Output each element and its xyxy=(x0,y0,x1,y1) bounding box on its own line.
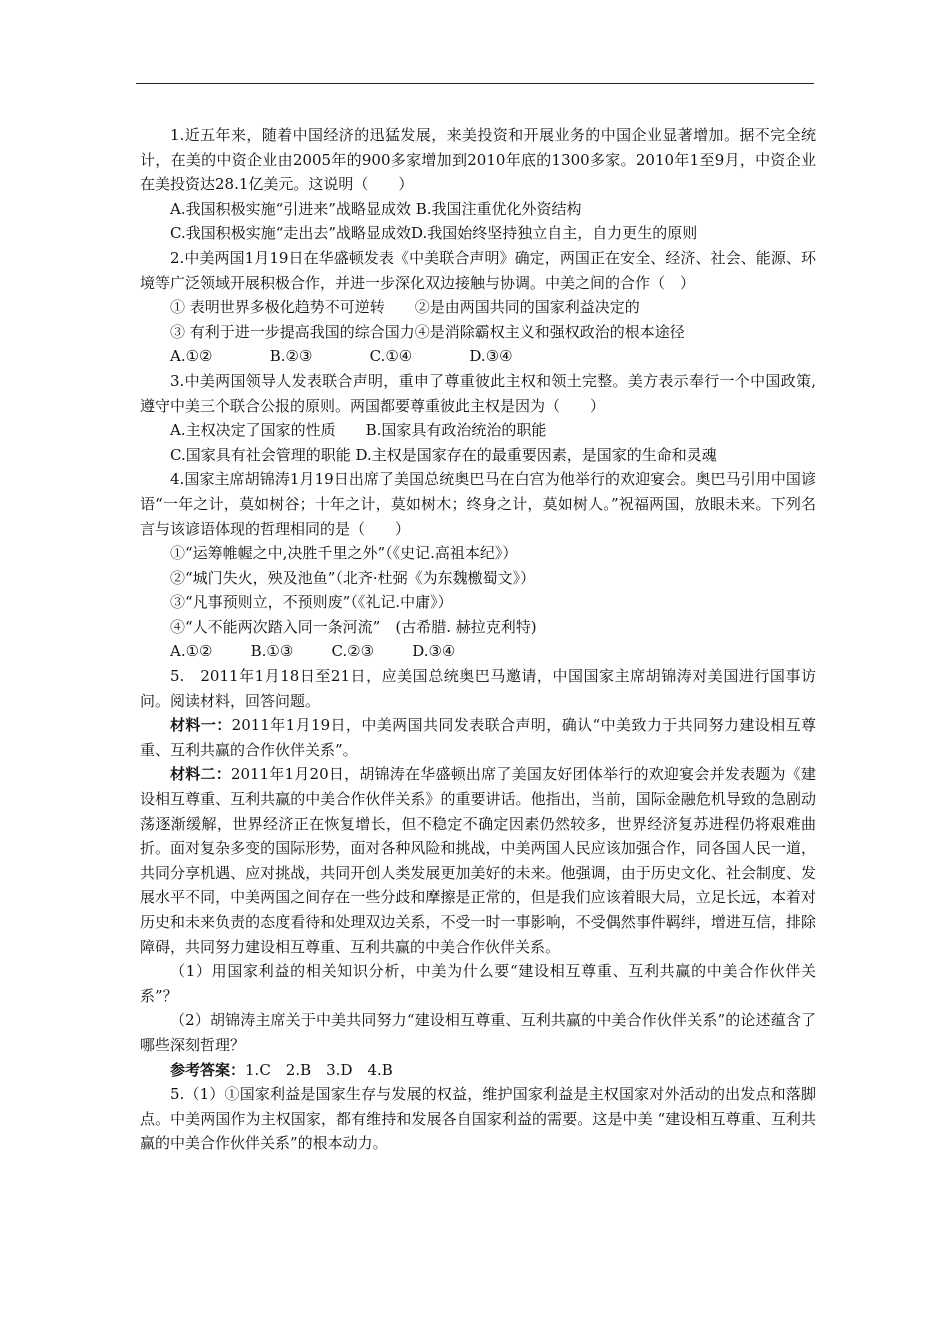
answer-label: 参考答案： xyxy=(170,1060,246,1079)
answer-key xyxy=(140,1058,816,1083)
q3-options-ab: A.主权决定了国家的性质 B.国家具有政治统治的职能 xyxy=(170,421,547,440)
q5-material-1 xyxy=(140,713,816,762)
answer-q5-part1: 5.（1）①国家利益是国家生存与发展的权益，维护国家利益是主权国家对外活动的出发点和落脚点。中美两国作为主权国家，都有维持和发展各自国家利益的需要。这是中美 “建设相互尊重、互利共赢的中美合作伙伴关系”的根本动力。 xyxy=(140,1085,816,1153)
q2-items-34: ③ 有利于进一步提高我国的综合国力④是消除霸权主义和强权政治的根本途径 xyxy=(170,322,685,341)
q5-subquestion-2: （2）胡锦涛主席关于中美共同努力“建设相互尊重、互利共赢的中美合作伙伴关系”的论述蕴含了哪些深刻哲理？ xyxy=(140,1011,816,1054)
q3-options-cd: C.国家具有社会管理的职能 D.主权是国家存在的最重要因素，是国家的生命和灵魂 xyxy=(170,445,717,464)
q2-items-12: ① 表明世界多极化趋势不可逆转 ②是由两国共同的国家利益决定的 xyxy=(170,298,640,317)
material-1-label: 材料一： xyxy=(170,716,232,735)
material-1-text: 2011年1月19日，中美两国共同发表联合声明，确认“中美致力于共同努力建设相互尊重、互利共赢的合作伙伴关系”。 xyxy=(140,716,816,759)
q4-item-4: ④“人不能两次踏入同一条河流” (古希腊. 赫拉克利特) xyxy=(170,617,537,636)
q5-material-2 xyxy=(140,762,816,959)
q4-item-2: ②“城门失火，殃及池鱼”（北齐·杜弼《为东魏檄蜀文》） xyxy=(170,568,536,587)
q4-choices: A.①② B.①③ C.②③ D.③④ xyxy=(170,642,456,661)
q1-options-cd: C.我国积极实施“走出去”战略显成效D.我国始终坚持独立自主，自力更生的原则 xyxy=(170,224,698,243)
q4-stem: 4.国家主席胡锦涛1月19日出席了美国总统奥巴马在白宫为他举行的欢迎宴会。奥巴马引用中国谚语“一年之计，莫如树谷；十年之计，莫如树木；终身之计，莫如树人。”祝福两国，放眼未来。下列名言与该谚语体现的哲理相同的是（ ） xyxy=(140,470,816,538)
q2-stem: 2.中美两国1月19日在华盛顿发表《中美联合声明》确定，两国正在安全、经济、社会、能源、环境等广泛领域开展积极合作，并进一步深化双边接触与协调。中美之间的合作（ ） xyxy=(140,248,816,292)
q1-options-ab: A.我国积极实施“引进来”战略显成效 B.我国注重优化外资结构 xyxy=(170,199,582,218)
answer-mc: 1.C 2.B 3.D 4.B xyxy=(245,1060,393,1079)
document-body xyxy=(140,123,816,1156)
q3-stem: 3.中美两国领导人发表联合声明，重申了尊重彼此主权和领土完整。美方表示奉行一个中国政策,遵守中美三个联合公报的原则。两国都要尊重彼此主权是因为（ ） xyxy=(140,371,816,415)
q2-choices: A.①② B.②③ C.①④ D.③④ xyxy=(170,347,513,366)
header-rule xyxy=(136,83,814,84)
q5-stem: 5. 2011年1月18日至21日，应美国总统奥巴马邀请，中国国家主席胡锦涛对美国进行国事访问。阅读材料，回答问题。 xyxy=(140,667,816,710)
q1-stem: 1.近五年来，随着中国经济的迅猛发展，来美投资和开展业务的中国企业显著增加。据不完全统计，在美的中资企业由2005年的900多家增加到2010年底的1300多家。2010年1至9月，中资企业在美投资达28.1亿美元。这说明（ ） xyxy=(140,126,816,194)
material-2-text: 2011年1月20日，胡锦涛在华盛顿出席了美国友好团体举行的欢迎宴会并发表题为《建设相互尊重、互利共赢的中美合作伙伴关系》的重要讲话。他指出，当前，国际金融危机导致的急剧动荡逐渐缓解，世界经济正在恢复增长，但不稳定不确定因素仍然较多，世界经济复苏进程仍将艰难曲折。面对复杂多变的国际形势，面对各种风险和挑战，中美两国人民应该加强合作，同各国人民一道，共同分享机遇、应对挑战，共同开创人类发展更加美好的未来。他强调，由于历史文化、社会制度、发展水平不同，中美两国之间存在一些分歧和摩擦是正常的，但是我们应该着眼大局，立足长远，本着对历史和未来负责的态度看待和处理双边关系，不受一时一事影响，不受偶然事件羁绊，增进互信，排除障碍，共同努力建设相互尊重、互利共赢的中美合作伙伴关系。 xyxy=(140,765,816,956)
q4-item-1: ①“运筹帷幄之中,决胜千里之外”（《史记.高祖本纪》） xyxy=(170,544,518,563)
material-2-label: 材料二： xyxy=(170,765,231,784)
q5-subquestion-1: （1）用国家利益的相关知识分析，中美为什么要“建设相互尊重、互利共赢的中美合作伙伴关系”？ xyxy=(140,962,816,1005)
q4-item-3: ③“凡事预则立，不预则废”（《礼记.中庸》） xyxy=(170,593,453,612)
